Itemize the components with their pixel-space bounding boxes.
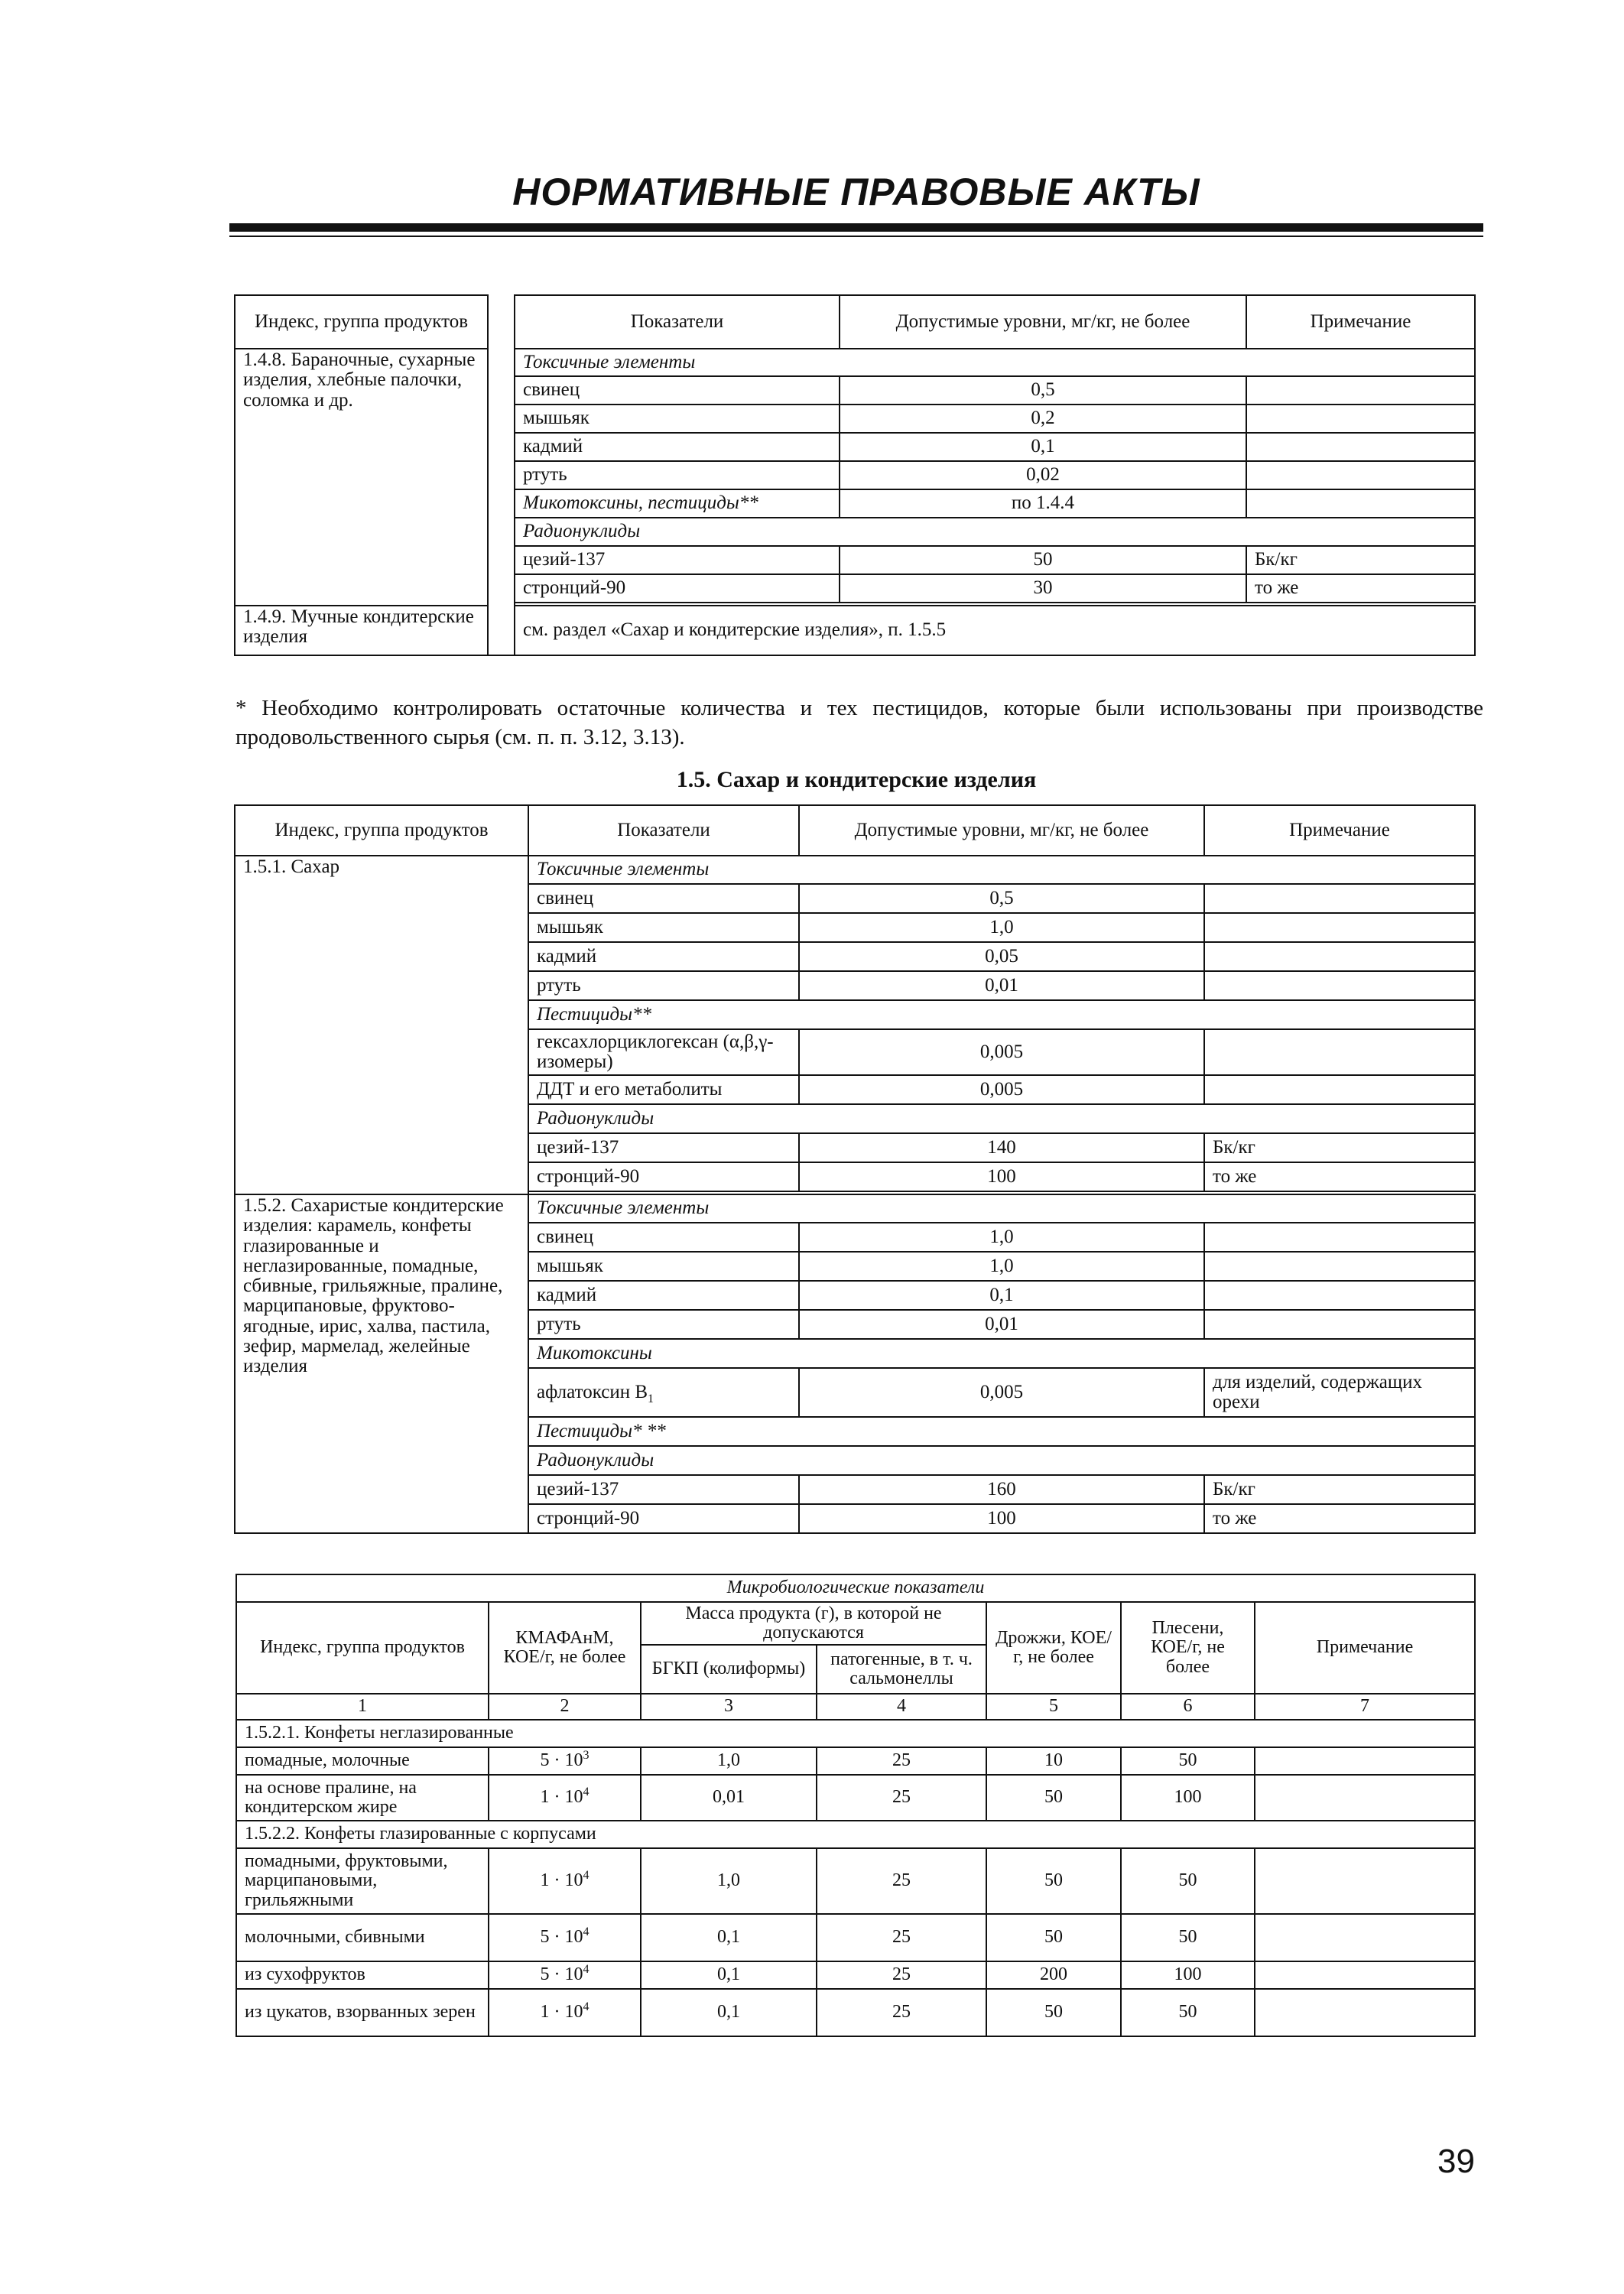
t3-row-note [1255, 1848, 1475, 1914]
t2-row-note [1204, 1281, 1475, 1310]
t1-header-indicators: Показатели [515, 295, 840, 349]
t1-group-149: 1.4.9. Мучные кондитерские изделия [235, 606, 488, 655]
t3-row-mold: 50 [1121, 1747, 1255, 1775]
t3-colnum: 3 [641, 1694, 817, 1720]
t2-row-name: цезий-137 [528, 1133, 799, 1162]
t2-hch-name: гексахлорциклогексан (α,β,γ-изомеры) [528, 1029, 799, 1075]
t1-row-value: 0,02 [840, 461, 1246, 489]
t3-row-mold: 50 [1121, 1989, 1255, 2036]
t3-row-name: помадные, молочные [236, 1747, 489, 1775]
t3-header-mass: Масса продукта (г), в которой не допускаются [641, 1602, 986, 1645]
t3-row-kmaf [489, 1775, 641, 1821]
t3-row-note [1255, 1989, 1475, 2036]
t2-row-note [1204, 942, 1475, 971]
t3-row-kmaf [489, 1848, 641, 1914]
t3-row-mold: 100 [1121, 1775, 1255, 1821]
t1-row-note [1246, 489, 1475, 518]
t2-cat-pest: Пестициды** [528, 1000, 1475, 1029]
t3-row-yeast: 200 [986, 1961, 1121, 1989]
t3-row-name: помадными, фруктовыми, марципановыми, грильяжными [236, 1848, 489, 1914]
t3-row-bgkp: 0,01 [641, 1775, 817, 1821]
t2-cat-pest-2: Пестициды* ** [528, 1417, 1475, 1446]
t3-kmaf-base: 5 · 10 [540, 1750, 583, 1771]
t2-aflatoxin-note: для изделий, содержащих орехи [1204, 1368, 1475, 1417]
t2-row-name: кадмий [528, 942, 799, 971]
t2-row-note [1204, 971, 1475, 1000]
t2-header-levels: Допустимые уровни, мг/кг, не более [799, 805, 1204, 856]
t1-row-note: то же [1246, 574, 1475, 603]
header-rule-thick [229, 223, 1483, 232]
t2-row-value: 160 [799, 1475, 1204, 1504]
t1-row-name: цезий-137 [515, 546, 840, 574]
t1-row-name: свинец [515, 376, 840, 405]
t2-row-note: то же [1204, 1162, 1475, 1191]
t1-row-note: Бк/кг [1246, 546, 1475, 574]
t2-row-note [1204, 1223, 1475, 1252]
header-rule-thin [229, 236, 1483, 237]
t1-gap [488, 606, 515, 655]
t3-row-note [1255, 1914, 1475, 1961]
t3-colnum: 5 [986, 1694, 1121, 1720]
t3-row-path: 25 [817, 1961, 986, 1989]
t3-row-yeast: 10 [986, 1747, 1121, 1775]
t3-row-yeast: 50 [986, 1989, 1121, 2036]
t3-colnum: 4 [817, 1694, 986, 1720]
t3-colnum: 1 [236, 1694, 489, 1720]
t3-row-mold: 50 [1121, 1914, 1255, 1961]
t2-row-note [1204, 884, 1475, 913]
t2-row-value: 140 [799, 1133, 1204, 1162]
t3-kmaf-exp: 4 [583, 1785, 590, 1799]
t1-header-index: Индекс, группа продуктов [235, 295, 488, 349]
t3-row-bgkp: 0,1 [641, 1914, 817, 1961]
t3-kmaf-base: 1 · 10 [540, 1787, 583, 1808]
t2-row-name: мышьяк [528, 913, 799, 942]
t2-row-note: Бк/кг [1204, 1475, 1475, 1504]
t3-header-yeast: Дрожжи, КОЕ/г, не более [986, 1602, 1121, 1694]
t3-row-yeast: 50 [986, 1775, 1121, 1821]
t3-group-1521: 1.5.2.1. Конфеты неглазированные [236, 1720, 1475, 1747]
t3-caption: Микробиологические показатели [236, 1574, 1475, 1602]
t1-row-name: кадмий [515, 433, 840, 461]
t2-row-value: 1,0 [799, 1223, 1204, 1252]
t2-aflatoxin-label: афлатоксин B [537, 1381, 648, 1402]
t2-cat-toxic: Токсичные элементы [528, 856, 1475, 884]
t2-row-name: ртуть [528, 971, 799, 1000]
t1-row-value: 0,5 [840, 376, 1246, 405]
t2-cat-radio: Радионуклиды [528, 1104, 1475, 1133]
t1-row-note [1246, 376, 1475, 405]
t2-row-name: кадмий [528, 1281, 799, 1310]
t1-group-148: 1.4.8. Бараночные, сухарные изделия, хлебные палочки, соломка и др. [235, 349, 488, 606]
t2-cat-toxic-2: Токсичные элементы [528, 1194, 1475, 1223]
t2-cat-radio-2: Радионуклиды [528, 1446, 1475, 1475]
t3-row-path: 25 [817, 1989, 986, 2036]
table-sugar [234, 804, 1476, 1534]
t3-row-kmaf [489, 1989, 641, 2036]
t2-row-name: свинец [528, 1223, 799, 1252]
t2-row-note [1204, 913, 1475, 942]
t3-row-bgkp: 1,0 [641, 1747, 817, 1775]
t1-myco-value: по 1.4.4 [840, 489, 1246, 518]
t3-row-kmaf [489, 1747, 641, 1775]
t2-row-name: ртуть [528, 1310, 799, 1339]
t2-hch-value: 0,005 [799, 1029, 1204, 1075]
t2-header-indicators: Показатели [528, 805, 799, 856]
t1-row-value: 50 [840, 546, 1246, 574]
t3-kmaf-base: 5 · 10 [540, 1927, 583, 1948]
t3-row-path: 25 [817, 1914, 986, 1961]
t2-row-name: стронций-90 [528, 1162, 799, 1191]
table-bakery [234, 294, 1476, 656]
t3-header-note: Примечание [1255, 1602, 1475, 1694]
table-microbiological [235, 1574, 1476, 2037]
t3-kmaf-base: 5 · 10 [540, 1964, 583, 1985]
t3-group-1522: 1.5.2.2. Конфеты глазированные с корпусами [236, 1821, 1475, 1848]
t3-header-mold: Плесени, КОЕ/г, не более [1121, 1602, 1255, 1694]
t3-row-path: 25 [817, 1775, 986, 1821]
t3-colnum: 6 [1121, 1694, 1255, 1720]
t1-cat-myco: Микотоксины, пестициды** [515, 489, 840, 518]
t1-row-note [1246, 405, 1475, 433]
t2-group-152: 1.5.2. Сахаристые кондитерские изделия: карамель, конфеты глазированные и неглазированные, помадные, сбивные, грильяжные, пралине, марципановые, фруктово-ягодные, ирис, халва, пастила, зефир, мармелад, желейные изделия [235, 1194, 528, 1533]
t1-row-value: 0,1 [840, 433, 1246, 461]
t3-kmaf-exp: 4 [583, 1963, 590, 1977]
t1-row-name: стронций-90 [515, 574, 840, 603]
t2-header-note: Примечание [1204, 805, 1475, 856]
t2-row-note [1204, 1252, 1475, 1281]
t2-group-151: 1.5.1. Сахар [235, 856, 528, 1194]
t3-row-path: 25 [817, 1848, 986, 1914]
page-number: 39 [1437, 2143, 1475, 2180]
t2-row-note [1204, 1310, 1475, 1339]
t3-colnum: 2 [489, 1694, 641, 1720]
t2-row-value: 100 [799, 1504, 1204, 1533]
t2-cat-myco: Микотоксины [528, 1339, 1475, 1368]
t3-row-bgkp: 0,1 [641, 1989, 817, 2036]
t3-row-mold: 50 [1121, 1848, 1255, 1914]
t1-row-value: 30 [840, 574, 1246, 603]
t3-header-kmafanm: КМАФАнМ, КОЕ/г, не более [489, 1602, 641, 1694]
t3-kmaf-exp: 4 [583, 1869, 590, 1883]
t2-header-index: Индекс, группа продуктов [235, 805, 528, 856]
t1-row-note [1246, 461, 1475, 489]
t3-header-pathogenic: патогенные, в т. ч. сальмонеллы [817, 1645, 986, 1694]
t3-kmaf-base: 1 · 10 [540, 1870, 583, 1891]
t3-row-bgkp: 0,1 [641, 1961, 817, 1989]
t1-gap [488, 349, 515, 606]
t3-row-name: на основе пралине, на кондитерском жире [236, 1775, 489, 1821]
t3-row-name: из цукатов, взорванных зерен [236, 1989, 489, 2036]
t1-header-levels: Допустимые уровни, мг/кг, не более [840, 295, 1246, 349]
t3-kmaf-exp: 4 [583, 1925, 590, 1939]
t2-row-value: 0,5 [799, 884, 1204, 913]
t2-row-note [1204, 1075, 1475, 1104]
section-title: 1.5. Сахар и кондитерские изделия [676, 767, 1037, 792]
t3-header-bgkp: БГКП (колиформы) [641, 1645, 817, 1694]
t2-row-note: Бк/кг [1204, 1133, 1475, 1162]
t1-row-value: 0,2 [840, 405, 1246, 433]
t2-ddt-value: 0,005 [799, 1075, 1204, 1104]
t3-row-mold: 100 [1121, 1961, 1255, 1989]
t3-row-path: 25 [817, 1747, 986, 1775]
t3-row-yeast: 50 [986, 1914, 1121, 1961]
t2-row-note [1204, 1029, 1475, 1075]
t3-kmaf-exp: 4 [583, 2000, 590, 2014]
t2-row-value: 0,01 [799, 1310, 1204, 1339]
t2-row-value: 1,0 [799, 1252, 1204, 1281]
t3-row-kmaf [489, 1961, 641, 1989]
t3-row-note [1255, 1775, 1475, 1821]
t2-aflatoxin-sub: 1 [648, 1392, 654, 1405]
t2-row-name: стронций-90 [528, 1504, 799, 1533]
t3-row-note [1255, 1747, 1475, 1775]
t1-group-149-text: см. раздел «Сахар и кондитерские изделия», п. 1.5.5 [515, 606, 1475, 655]
t1-row-name: ртуть [515, 461, 840, 489]
t2-row-value: 0,05 [799, 942, 1204, 971]
t3-row-note [1255, 1961, 1475, 1989]
t3-kmaf-base: 1 · 10 [540, 2002, 583, 2023]
t2-row-name: свинец [528, 884, 799, 913]
t1-gap [488, 295, 515, 349]
t2-aflatoxin-value: 0,005 [799, 1368, 1204, 1417]
t1-cat-radio: Радионуклиды [515, 518, 1475, 546]
t3-row-name: из сухофруктов [236, 1961, 489, 1989]
t2-row-name: мышьяк [528, 1252, 799, 1281]
page-header-title: НОРМАТИВНЫЕ ПРАВОВЫЕ АКТЫ [512, 171, 1200, 213]
t3-row-kmaf [489, 1914, 641, 1961]
t1-row-name: мышьяк [515, 405, 840, 433]
t3-row-bgkp: 1,0 [641, 1848, 817, 1914]
t1-cat-toxic: Токсичные элементы [515, 349, 1475, 376]
t2-ddt-name: ДДТ и его метаболиты [528, 1075, 799, 1104]
footnote: * Необходимо контролировать остаточные количества и тех пестицидов, которые были использованы при производстве продовольственного сырья (см. п. п. 3.12, 3.13). [235, 696, 1483, 749]
t2-row-value: 0,1 [799, 1281, 1204, 1310]
t1-row-note [1246, 433, 1475, 461]
t3-kmaf-exp: 3 [583, 1749, 590, 1763]
t3-row-name: молочными, сбивными [236, 1914, 489, 1961]
t2-row-note: то же [1204, 1504, 1475, 1533]
t1-header-note: Примечание [1246, 295, 1475, 349]
t2-row-value: 100 [799, 1162, 1204, 1191]
t3-row-yeast: 50 [986, 1848, 1121, 1914]
t3-colnum: 7 [1255, 1694, 1475, 1720]
t2-aflatoxin-name [528, 1368, 799, 1417]
t2-row-name: цезий-137 [528, 1475, 799, 1504]
t2-row-value: 1,0 [799, 913, 1204, 942]
t2-row-value: 0,01 [799, 971, 1204, 1000]
t3-header-index: Индекс, группа продуктов [236, 1602, 489, 1694]
